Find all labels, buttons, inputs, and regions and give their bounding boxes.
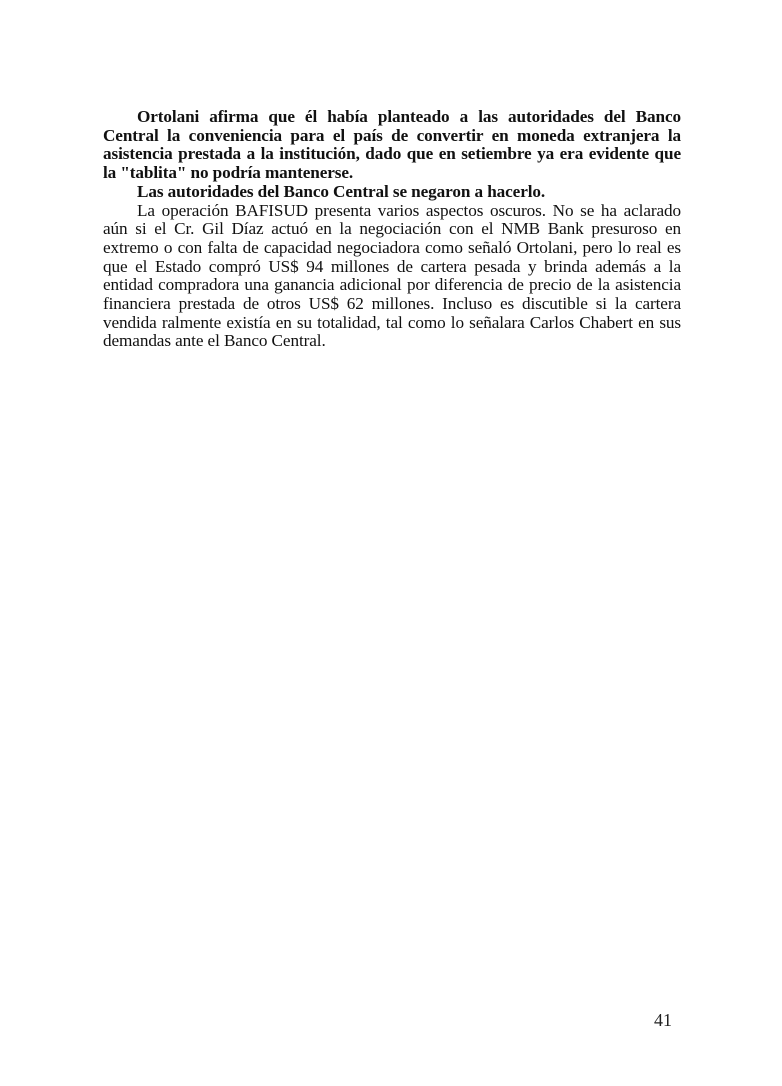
paragraph-1: Ortolani afirma que él había planteado a las autoridades del Banco Central la conveniencia para el país de convertir en moneda extranjera la asistencia prestada a la institución, dado que en setiembre ya era evidente que la "tablita" no podría mantenerse.	[103, 107, 681, 183]
paragraph-2: Las autoridades del Banco Central se negaron a hacerlo.	[137, 181, 546, 201]
body-text	[103, 108, 681, 351]
paragraph-3: La operación BAFISUD presenta varios aspectos oscuros. No se ha aclarado aún si el Cr. Gil Díaz actuó en la negociación con el NMB Bank presuroso en extremo o con falta de capacidad negociadora como señaló Ortolani, pero lo real es que el Estado compró US$ 94 millones de cartera pesada y brinda además a la entidad compradora una ganancia adicional por diferencia de precio de la asistencia financiera prestada de otros US$ 62 millones. Incluso es discutible si la cartera vendida ralmente existía en su totalidad, tal como lo señalara Carlos Chabert en sus demandas ante el Banco Central.	[103, 200, 681, 351]
page-number: 41	[654, 1010, 672, 1030]
